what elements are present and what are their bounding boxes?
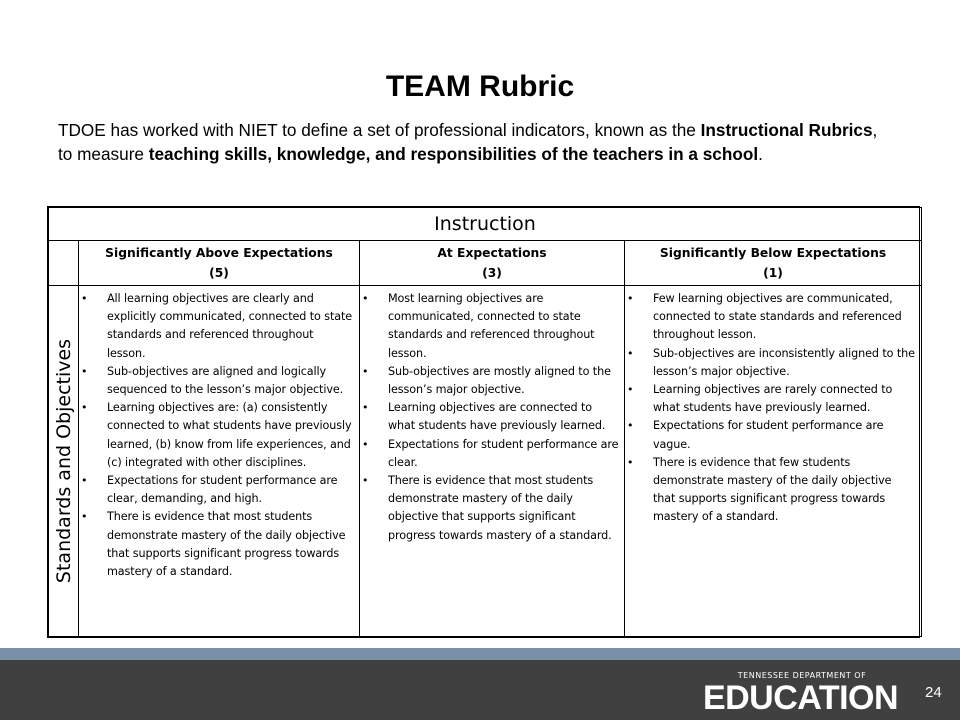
row-label-cell (49, 286, 79, 637)
level-name: Significantly Below Expectations (659, 246, 887, 260)
descriptor-item: • There is evidence that most students demonstrate mastery of the daily objective that supports significant progress towards mastery of a standard. (107, 508, 355, 581)
intro-bold-1: Instructional Rubrics (700, 120, 873, 140)
descriptor-cell-at (360, 286, 625, 637)
intro-text-2: , to measure (58, 120, 878, 164)
slide-title: TEAM Rubric (385, 70, 575, 103)
descriptor-cell-below (625, 286, 922, 637)
descriptor-item: • Sub-objectives are inconsistently aligned to the lesson’s major objective. (653, 345, 917, 381)
descriptor-list (625, 286, 921, 527)
descriptor-cell-above (79, 286, 360, 637)
descriptor-item: • There is evidence that most students demonstrate mastery of the daily objective that supports significant progress towards mastery of a standard. (388, 472, 620, 545)
descriptor-item: • Sub-objectives are aligned and logically sequenced to the lesson’s major objective. (107, 363, 355, 399)
page-number: 24 (925, 684, 942, 701)
intro-text-3: . (758, 144, 763, 164)
level-header-above (79, 241, 360, 286)
descriptor-item: • Expectations for student performance are clear. (388, 436, 620, 472)
descriptor-item: • Few learning objectives are communicated, connected to state standards and referenced throughout lesson. (653, 290, 917, 345)
level-score: (5) (209, 266, 229, 280)
descriptor-item: • Learning objectives are connected to what students have previously learned. (388, 399, 620, 435)
descriptor-item: • Learning objectives are rarely connected to what students have previously learned. (653, 381, 917, 417)
rubric-heading: Instruction (49, 208, 922, 241)
level-header-at (360, 241, 625, 286)
descriptor-item: • Sub-objectives are mostly aligned to the lesson’s major objective. (388, 363, 620, 399)
intro-text-1: TDOE has worked with NIET to define a set of professional indicators, known as the (58, 120, 701, 140)
rubric-table (47, 206, 920, 638)
education-logo: EDUCATION (702, 679, 899, 717)
descriptor-item: • Most learning objectives are communicated, connected to state standards and referenced throughout lesson. (388, 290, 620, 363)
level-name: Significantly Above Expectations (105, 246, 333, 260)
descriptor-item: • All learning objectives are clearly and explicitly communicated, connected to state standards and referenced throughout lesson. (107, 290, 355, 363)
descriptor-list (79, 286, 359, 581)
level-header-below (625, 241, 922, 286)
level-score: (3) (482, 266, 502, 280)
descriptor-item: • Expectations for student performance are vague. (653, 417, 917, 453)
intro-paragraph (58, 118, 878, 166)
level-corner-cell (49, 241, 79, 286)
descriptor-item: • Learning objectives are: (a) consistently connected to what students have previously learned, (b) know from life experiences, and (c) integrated with other disciplines. (107, 399, 355, 472)
level-name: At Expectations (437, 246, 547, 260)
descriptor-list (360, 286, 624, 545)
descriptor-item: • Expectations for student performance are clear, demanding, and high. (107, 472, 355, 508)
descriptor-item: • There is evidence that few students demonstrate mastery of the daily objective that supports significant progress towards mastery of a standard. (653, 454, 917, 527)
row-label: Standards and Objectives (52, 338, 75, 584)
intro-bold-2: teaching skills, knowledge, and responsibilities of the teachers in a school (148, 144, 759, 164)
footer-accent-band (0, 648, 960, 660)
level-score: (1) (763, 266, 783, 280)
logo-subtitle: TENNESSEE DEPARTMENT OF (737, 671, 867, 680)
